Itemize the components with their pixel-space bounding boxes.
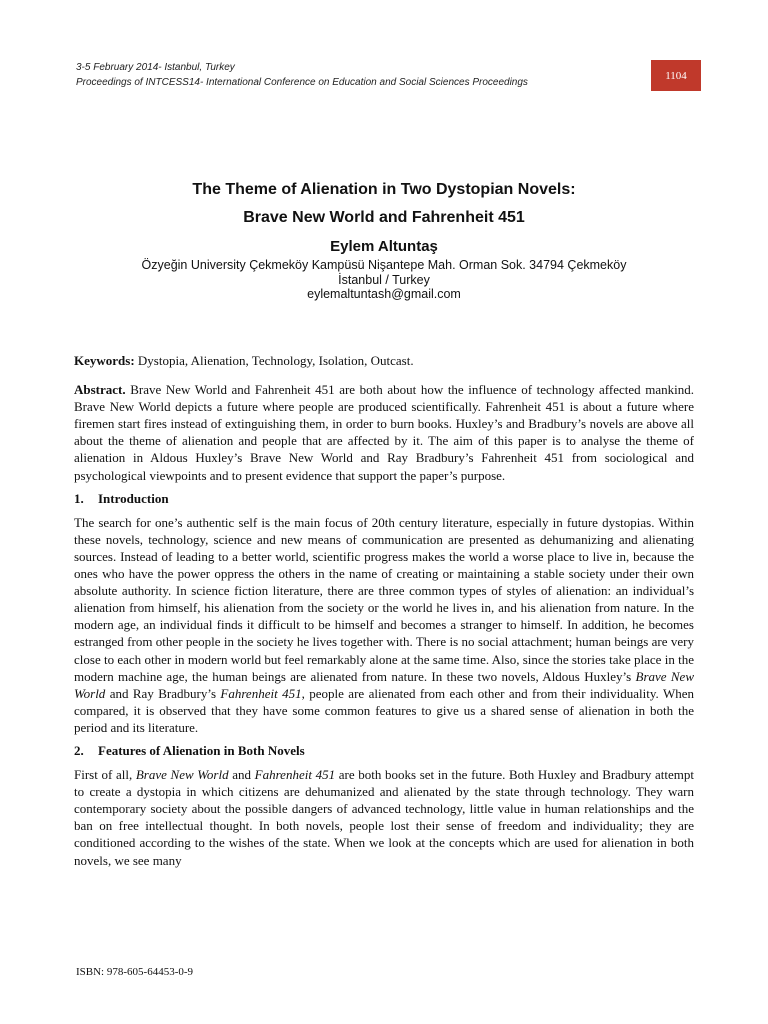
section-1-text-a: The search for one’s authentic self is the main focus of 20th century literature, especially in future dystopias. Within these novels, technology, science and new means of communication are presented as dehumanizing and alienating sources. Instead of leading to a better world, scientific progress makes the world a worse place to live in, because the ones who have the power oppress the others in the name of creating or maintaining a stable society under their own absolute authority. In science fiction literature, there are three common types of styles of alienation: an individual’s alienation from himself, his alienation from the society or the world he lives in, and his alienation from nature. In the modern age, an individual finds it difficult to be himself and becomes a stranger to himself. In addition, he becomes estranged from other people in the society he lives together with. There is no social attachment; human beings are very close to each other in modern world but feel remarkably alone at the same time. Also, since the stories take place in the modern machine age, the human beings are alienated from nature. In these two novels, Aldous Huxley’s xyxy=(74,514,694,684)
page-number: 1104 xyxy=(665,69,687,82)
section-2-text-c: are both books set in the future. Both Huxley and Bradbury attempt to create a dystopia in which citizens are dehumanized and alienated by the state through technology. They warn contemporary society about the possible dangers of advanced technology, little value in human relationships and the ban on free intellectual thought. In both novels, people lost their sense of freedom and individuality; they are conditioned according to the wishes of the state. When we look at the concepts which are used for alienation in both novels, we see many xyxy=(74,767,694,868)
section-2-title: Features of Alienation in Both Novels xyxy=(98,742,305,758)
section-1-text-b: and Ray Bradbury’s xyxy=(105,685,221,701)
keywords-text: Dystopia, Alienation, Technology, Isolation, Outcast. xyxy=(134,353,414,368)
keywords xyxy=(74,352,694,369)
section-1-italic-1: Brave New World xyxy=(74,668,694,701)
isbn-footer: ISBN: 978-605-64453-0-9 xyxy=(76,966,194,978)
section-2-paragraph xyxy=(74,766,694,869)
paper-body xyxy=(74,352,694,869)
section-2-text-b: and xyxy=(228,767,255,783)
author-block xyxy=(0,236,768,302)
section-1-paragraph xyxy=(74,514,694,736)
abstract-text: Brave New World and Fahrenheit 451 are both about how the influence of technology affected mankind. Brave New World depicts a future where people are produced scientifically. Fahrenheit 451 is about a future where firemen start fires instead of extinguishing them, in order to burn books. Huxley’s and Bradbury’s novels are above all about the theme of alienation and people that are affected by it. The aim of this paper is to analyse the theme of alienation in Aldous Huxley’s Brave New World and Ray Bradbury’s Fahrenheit 451 from sociological and psychological viewpoints and to present evidence that support the paper’s purpose. xyxy=(74,382,694,483)
author-email: eylemaltuntash@gmail.com xyxy=(307,287,461,301)
page-number-badge xyxy=(651,60,701,91)
conference-header xyxy=(76,60,528,90)
section-2-italic-1: Brave New World xyxy=(135,767,229,783)
title-line-2: Brave New World and Fahrenheit 451 xyxy=(243,209,525,226)
header-date-location: 3-5 February 2014- Istanbul, Turkey xyxy=(76,62,235,73)
author-name: Eylem Altuntaş xyxy=(330,238,438,255)
abstract-label: Abstract. xyxy=(74,382,126,398)
author-affiliation-1: Özyeğin University Çekmeköy Kampüsü Nişantepe Mah. Orman Sok. 34794 Çekmeköy xyxy=(141,258,627,272)
title-line-1: The Theme of Alienation in Two Dystopian Novels: xyxy=(192,181,576,198)
keywords-label: Keywords: xyxy=(74,353,135,368)
section-2-heading xyxy=(74,742,694,759)
header-proceedings-title: Proceedings of INTCESS14- International Conference on Education and Social Sciences Proceedings xyxy=(76,77,528,88)
author-affiliation-2: İstanbul / Turkey xyxy=(338,272,430,287)
paper-title xyxy=(0,176,768,232)
section-1-italic-2: Fahrenheit 451 xyxy=(220,685,302,701)
section-2-number: 2. xyxy=(74,742,84,758)
abstract xyxy=(74,381,694,484)
section-2-text-a: First of all, xyxy=(74,767,136,783)
section-1-number: 1. xyxy=(74,490,84,506)
section-1-title: Introduction xyxy=(98,490,169,506)
section-2-italic-2: Fahrenheit 451 xyxy=(254,767,336,783)
section-1-text-c: , people are alienated from each other and from their individuality. When compared, it is observed that they have some common features to give us a shared sense of alienation in both the period and its literature. xyxy=(74,685,695,735)
section-1-heading xyxy=(74,490,694,507)
